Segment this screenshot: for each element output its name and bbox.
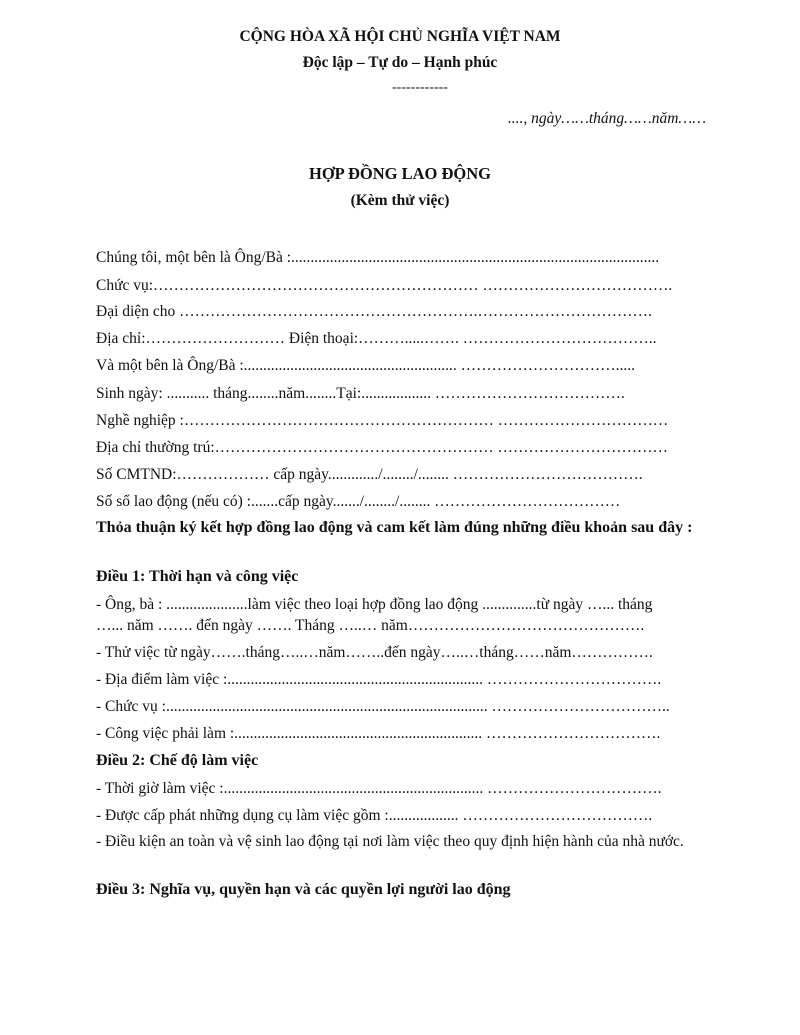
national-motto: Độc lập – Tự do – Hạnh phúc	[302, 54, 498, 71]
article-2-tools: - Được cấp phát những dụng cụ làm việc gồm :.................. ……………………………….	[96, 807, 653, 824]
party-b-permanent-address: Địa chỉ thường trú:……………………………………………… ……………………………	[96, 439, 668, 456]
article-3-title: Điều 3: Nghĩa vụ, quyền hạn và các quyền lợi người lao động	[96, 881, 511, 898]
header-divider: ------------	[392, 80, 448, 95]
party-b-birth: Sinh ngày: ........... tháng........năm........Tại:.................. ……………………………….	[96, 385, 625, 402]
document-title: HỢP ĐỒNG LAO ĐỘNG	[309, 164, 491, 183]
party-b-id-card: Số CMTND:……………… cấp ngày............./......../........ ……………………………….	[96, 466, 643, 483]
article-1-title: Điều 1: Thời hạn và công việc	[96, 568, 299, 585]
party-b-name: Và một bên là Ông/Bà :....................................................... ………………………….....	[96, 357, 636, 374]
agreement-statement: Thỏa thuận ký kết hợp đồng lao động và cam kết làm đúng những điều khoản sau đây :	[96, 519, 693, 536]
article-1-probation: - Thử việc từ ngày…….tháng…..…năm……..đến ngày…..…tháng……năm…………….	[96, 644, 653, 661]
article-2-title: Điều 2: Chế độ làm việc	[96, 752, 259, 769]
country-name: CỘNG HÒA XÃ HỘI CHỦ NGHĨA VIỆT NAM	[239, 28, 561, 45]
article-2-safety: - Điều kiện an toàn và vệ sinh lao động tại nơi làm việc theo quy định hiện hành của nhà nước.	[96, 833, 684, 850]
article-2-hours: - Thời giờ làm việc :................................................................... …………………………….	[96, 780, 662, 797]
article-1-term-line-2: …... năm ……. đến ngày ……. Tháng …..… năm……………………………………….	[96, 617, 645, 634]
article-1-position: - Chức vụ :................................................................................... ……………………………..	[96, 698, 670, 715]
party-b-labor-book: Số sổ lao động (nếu có) :.......cấp ngày......./......../........ ………………………………	[96, 493, 621, 510]
party-a-address: Địa chỉ:……………………… Điện thoại:……….....……. ………………………………..	[96, 330, 657, 347]
date-line: ...., ngày……tháng……năm……	[507, 110, 706, 127]
document-subtitle: (Kèm thử việc)	[350, 192, 450, 209]
party-a-name: Chúng tôi, một bên là Ông/Bà :...............................................................................................	[96, 249, 660, 266]
party-a-representing: Đại diện cho ………………………………………………….…………………………….	[96, 303, 652, 320]
article-1-workplace: - Địa điểm làm việc :.................................................................. …………………………….	[96, 671, 662, 688]
article-1-duties: - Công việc phải làm :................................................................ …………………………….	[96, 725, 661, 742]
article-1-term-line-1: - Ông, bà : .....................làm việc theo loại hợp đồng lao động ..............từ ngày …... tháng	[96, 596, 653, 613]
party-b-occupation: Nghề nghiệp :…………………………………………………… ……………………………	[96, 412, 669, 429]
party-a-position: Chức vụ:……………………………………………………… ……………………………….	[96, 277, 673, 294]
